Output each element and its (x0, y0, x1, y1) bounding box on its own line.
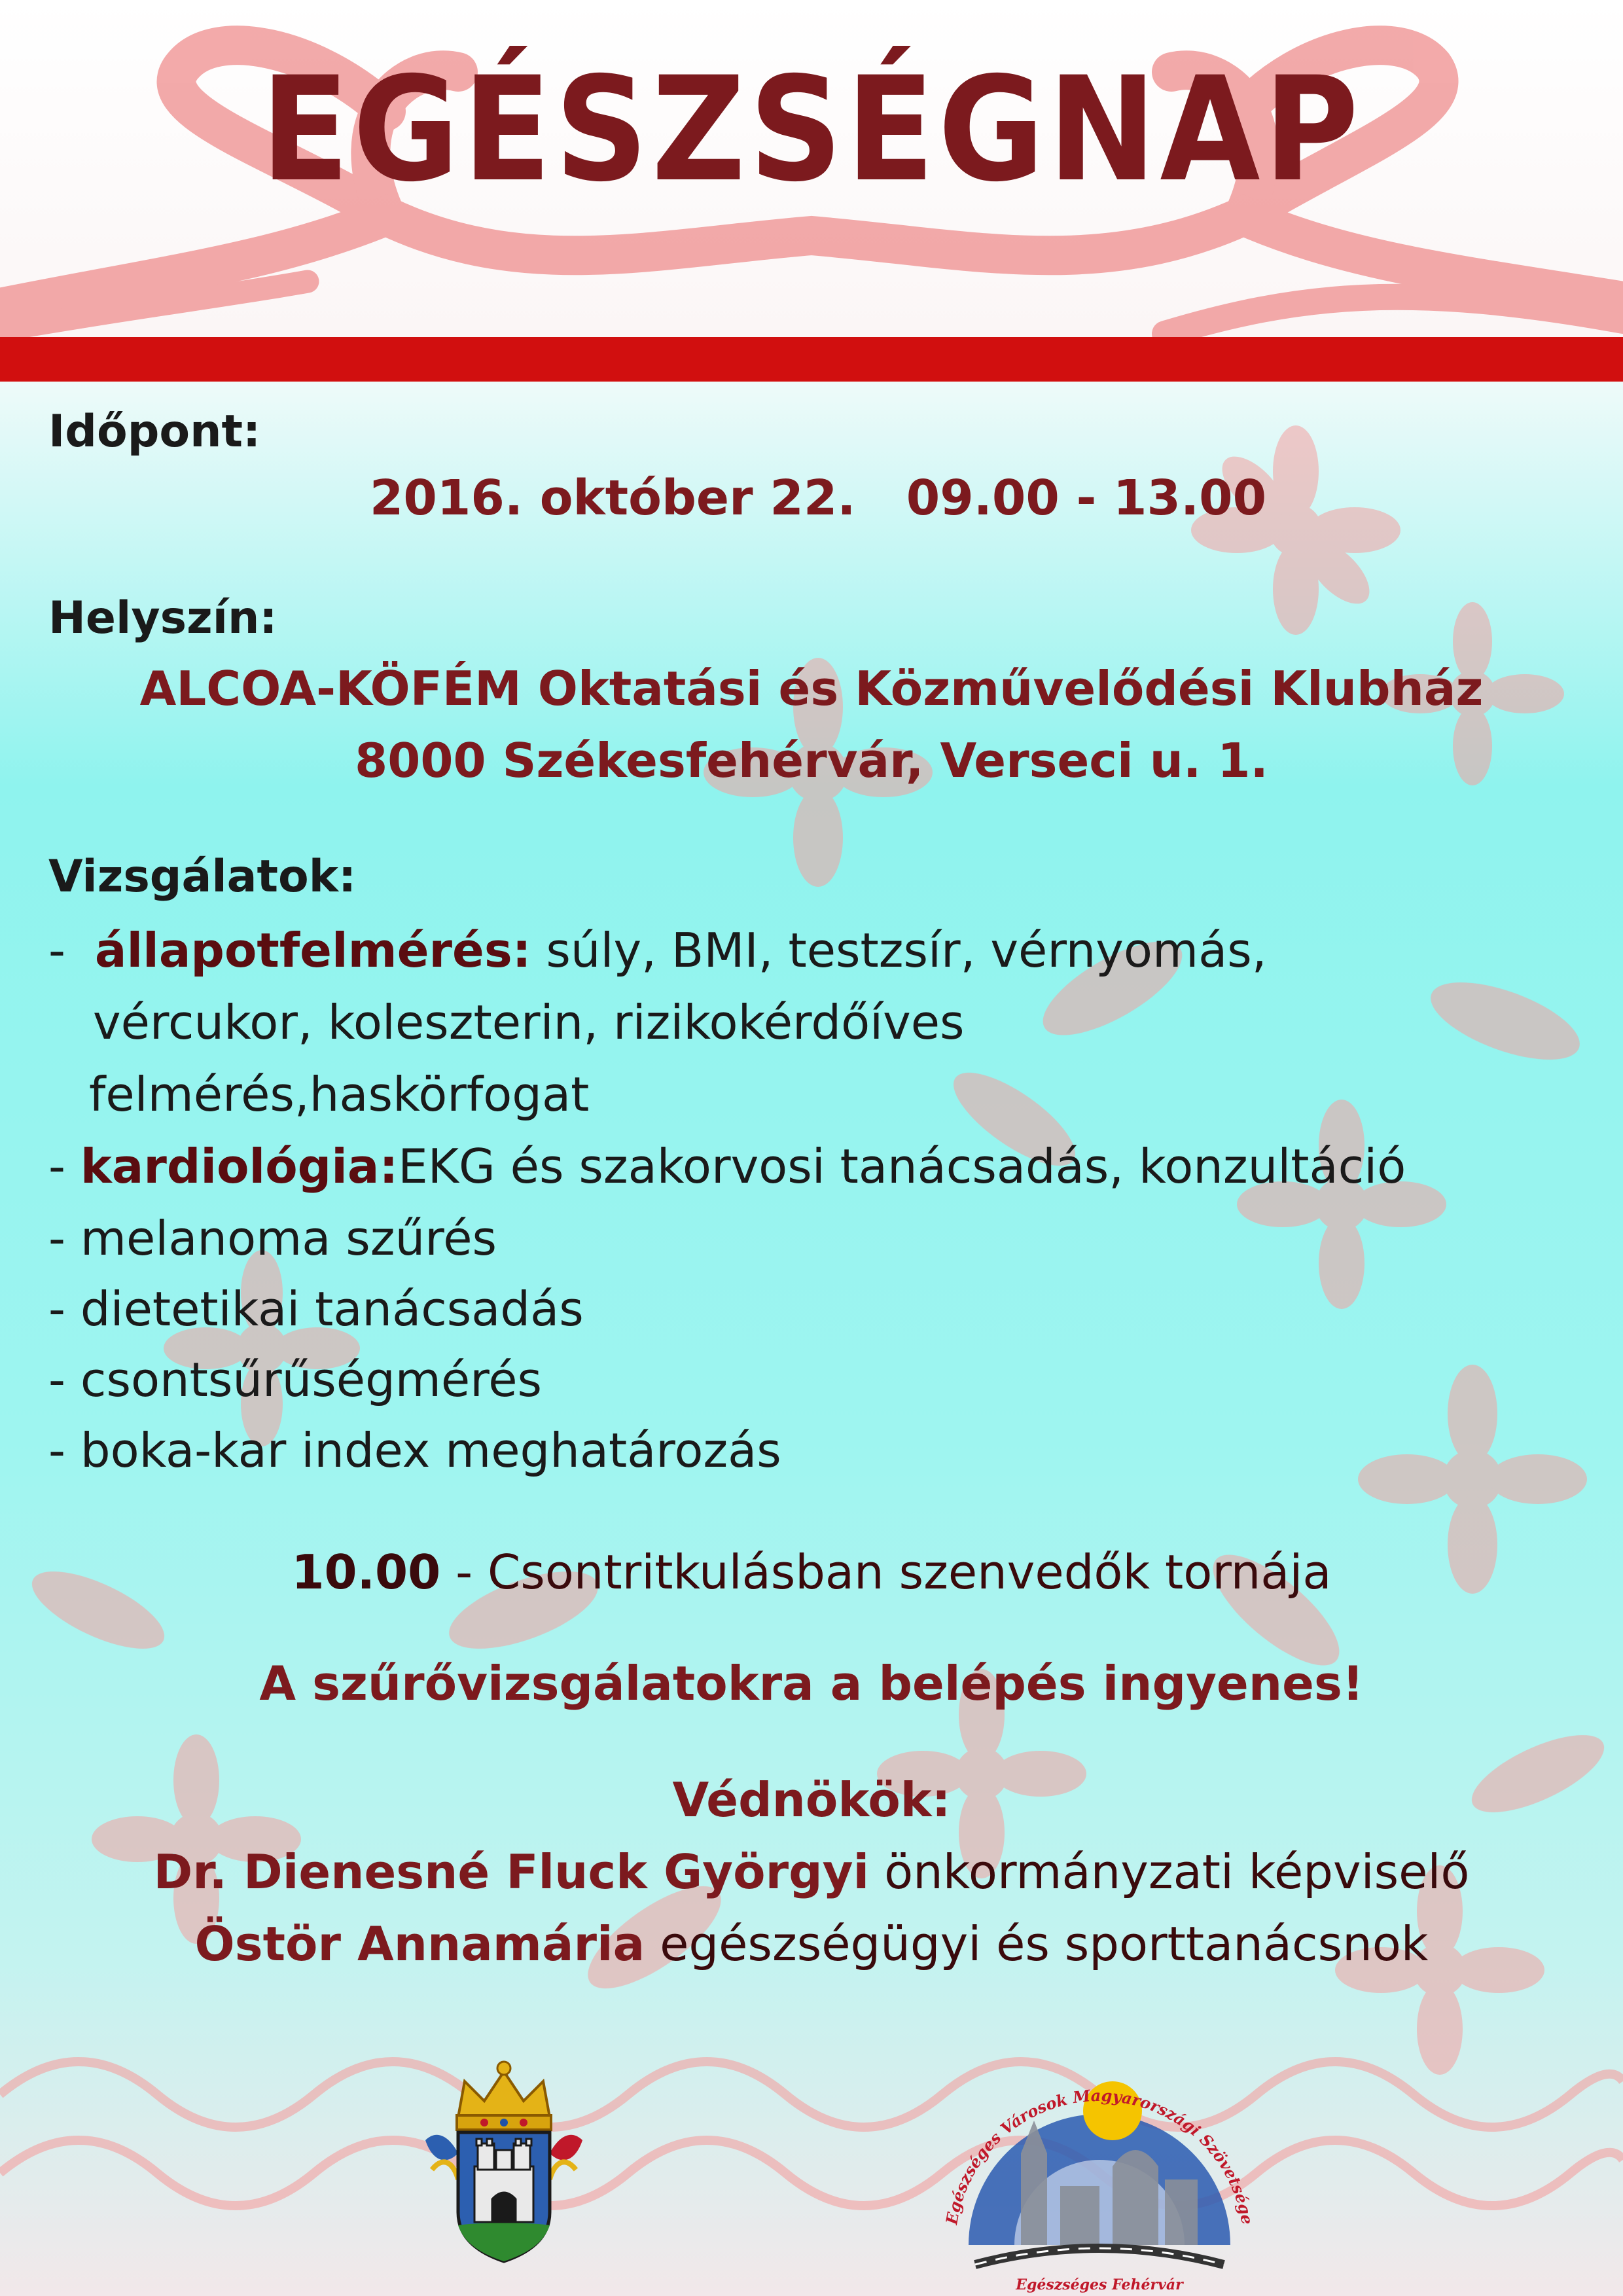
test-item (48, 1282, 584, 1336)
test-item-bold: kardiológia: (80, 1139, 399, 1194)
bullet: - (48, 1139, 65, 1194)
healthy-cities-logo (916, 2049, 1283, 2296)
place-line1: ALCOA-KÖFÉM Oktatási és Közművelődési Klubház (139, 661, 1484, 716)
test-item (48, 1211, 497, 1266)
test-item-text: boka-kar index meghatározás (80, 1423, 781, 1478)
bullet: - (48, 923, 65, 978)
city-coat-of-arms-logo (419, 2055, 589, 2265)
place-label: Helyszín: (48, 592, 277, 644)
bullet: - (48, 1211, 65, 1266)
lace-bottom-border (0, 2062, 1623, 2206)
exercise-line (0, 1545, 1623, 1600)
lace-flower-8 (92, 1734, 301, 1944)
logo-arc-text: Egészséges Városok Magyarországi Szövetsége (942, 2085, 1257, 2226)
time-label: Időpont: (48, 406, 261, 457)
test-item (48, 1139, 1406, 1194)
castle-icon (474, 2139, 533, 2222)
test-item (48, 1423, 781, 1478)
patron-role: önkormányzati képviselő (869, 1844, 1470, 1899)
shield-icon (458, 2132, 550, 2261)
accent-bar (0, 337, 1623, 382)
patron-name: Dr. Dienesné Fluck Györgyi (153, 1844, 870, 1899)
patrons-label: Védnökök: (672, 1772, 951, 1827)
lace-flower-5 (164, 1250, 360, 1446)
patron-line (0, 1916, 1623, 1971)
test-item-text: súly, BMI, testzsír, vérnyomás, (531, 923, 1267, 978)
exercise-time: 10.00 (291, 1545, 441, 1600)
test-item-text: EKG és szakorvosi tanácsadás, konzultáció (398, 1139, 1406, 1194)
bullet: - (48, 1282, 65, 1336)
test-item-text: csontsűrűségmérés (80, 1352, 543, 1407)
logo-footer-text: Egészséges Fehérvár (1016, 2276, 1183, 2293)
test-item (48, 1352, 542, 1407)
page-title: EGÉSZSÉGNAP (260, 46, 1363, 213)
test-item-text: melanoma szűrés (80, 1211, 497, 1266)
lace-flower-4 (1237, 1100, 1446, 1309)
free-entry-notice: A szűrővizsgálatokra a belépés ingyenes! (259, 1656, 1364, 1711)
patron-name: Östör Annamária (194, 1916, 645, 1971)
patron-line (0, 1844, 1623, 1899)
time-value: 2016. október 22. 09.00 - 13.00 (369, 470, 1267, 526)
test-item-continuation: felmérés,haskörfogat (89, 1067, 590, 1122)
exercise-text: - Csontritkulásban szenvedők tornája (440, 1545, 1332, 1600)
tests-label: Vizsgálatok: (48, 851, 357, 903)
test-item-text: dietetikai tanácsadás (80, 1282, 584, 1336)
test-item-bold: állapotfelmérés: (94, 923, 531, 978)
bullet: - (48, 1423, 65, 1478)
patron-role: egészségügyi és sporttanácsnok (645, 1916, 1429, 1971)
bullet: - (48, 1352, 65, 1407)
place-line2: 8000 Székesfehérvár, Verseci u. 1. (355, 733, 1268, 788)
test-item (48, 923, 1267, 978)
test-item-continuation: vércukor, koleszterin, rizikokérdőíves (93, 995, 965, 1050)
lace-flower-1 (1191, 425, 1400, 635)
crown-icon (457, 2062, 551, 2130)
